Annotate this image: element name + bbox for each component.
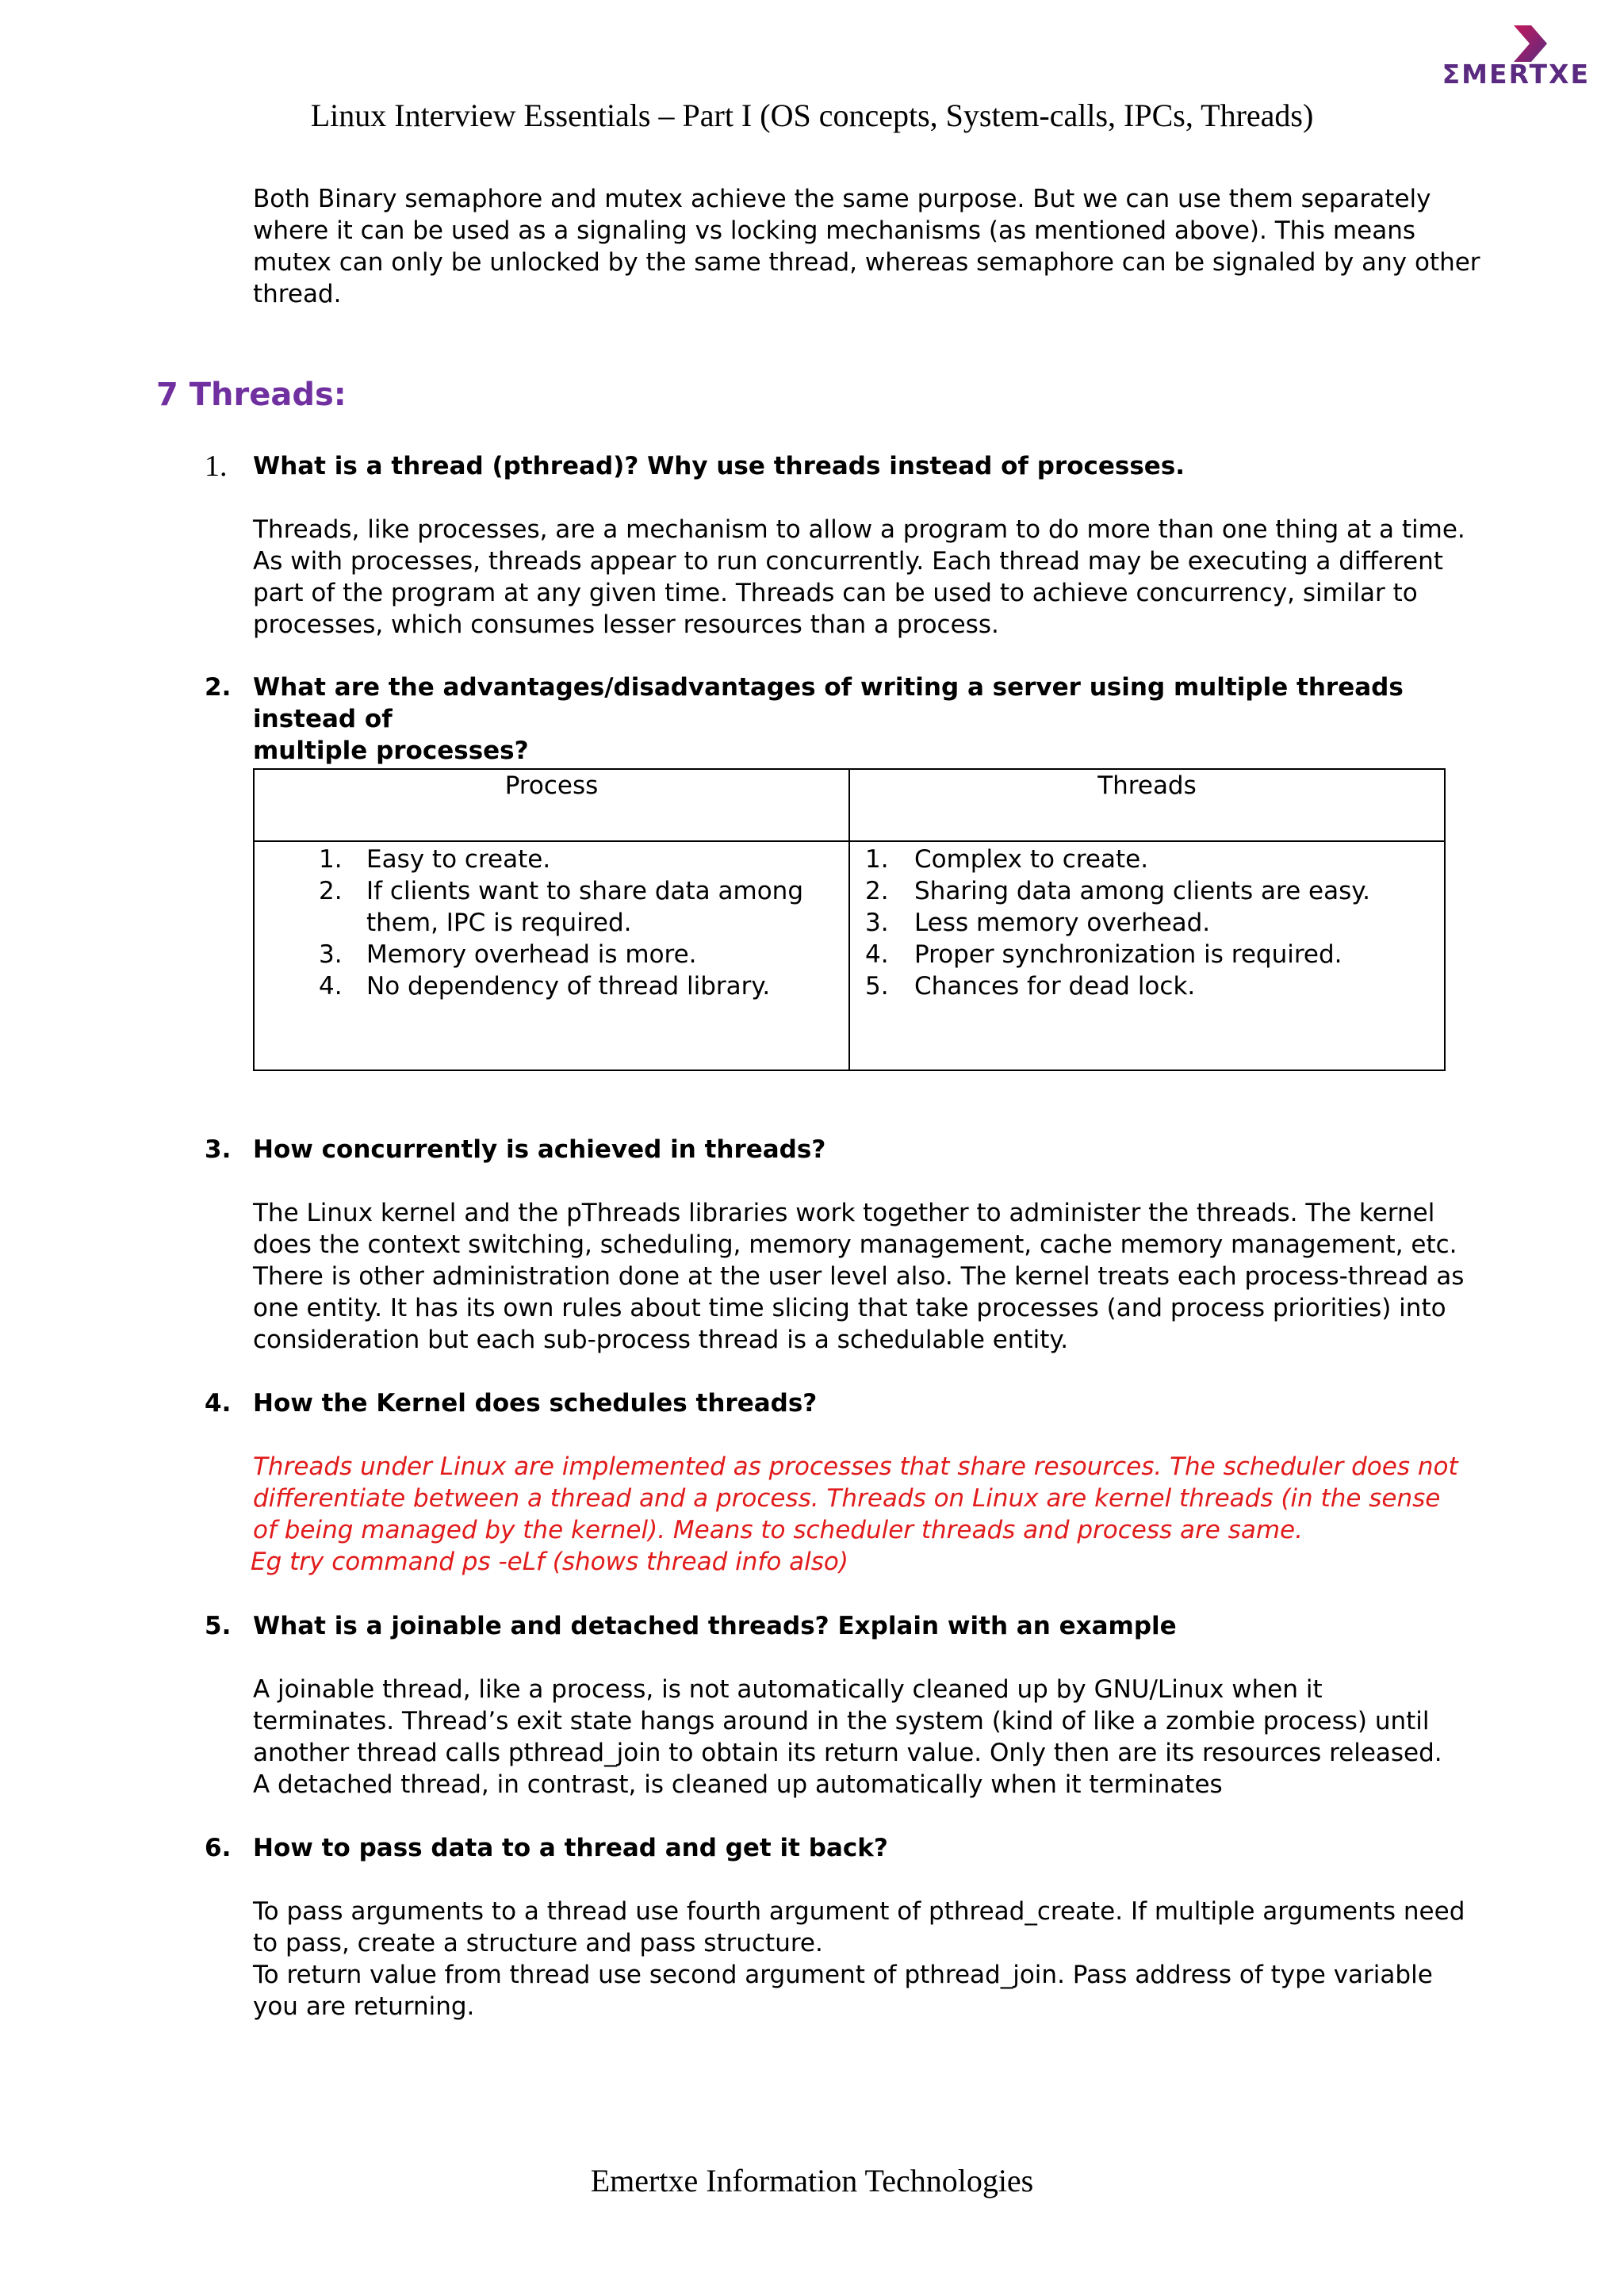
table-header-process: Process bbox=[254, 769, 849, 841]
text-line: where it can be used as a signaling vs locking mechanisms (as mentioned above). This means bbox=[253, 216, 1415, 245]
question-number: 5. bbox=[205, 1612, 232, 1640]
list-item: 1. Complex to create. bbox=[865, 845, 1149, 874]
question-4 bbox=[205, 1387, 1489, 1419]
question-6 bbox=[205, 1832, 1489, 1864]
answer-1 bbox=[253, 514, 1486, 641]
answer-5 bbox=[253, 1674, 1486, 1800]
question-5 bbox=[205, 1610, 1489, 1642]
text-line: As with processes, threads appear to run concurrently. Each thread may be executing a different bbox=[253, 547, 1443, 576]
question-2 bbox=[205, 672, 1489, 767]
threads-cell bbox=[849, 841, 1445, 1070]
question-number: 1. bbox=[205, 450, 228, 483]
text-line: one entity. It has its own rules about time slicing that take processes (and process priorities) into bbox=[253, 1294, 1446, 1322]
list-item: 4. No dependency of thread library. bbox=[319, 972, 771, 1001]
answer-4 bbox=[253, 1451, 1486, 1578]
question-title: What is a thread (pthread)? Why use threads instead of processes. bbox=[253, 452, 1185, 480]
text-line: part of the program at any given time. Threads can be used to achieve concurrency, similar to bbox=[253, 579, 1418, 607]
text-line: Both Binary semaphore and mutex achieve the same purpose. But we can use them separately bbox=[253, 185, 1431, 213]
text-line: Eg try command ps -eLf (shows thread info also) bbox=[251, 1548, 848, 1576]
text-line: A detached thread, in contrast, is cleaned up automatically when it terminates bbox=[253, 1770, 1223, 1799]
text-line: processes, which consumes lesser resources than a process. bbox=[253, 610, 999, 639]
text-line: terminates. Thread’s exit state hangs around in the system (kind of like a zombie process) until bbox=[253, 1707, 1430, 1735]
text-line: To pass arguments to a thread use fourth argument of pthread_create. If multiple arguments need bbox=[253, 1897, 1465, 1926]
text-line: of being managed by the kernel). Means to scheduler threads and process are same. bbox=[253, 1516, 1303, 1544]
text-line: The Linux kernel and the pThreads libraries work together to administer the threads. The kernel bbox=[253, 1199, 1435, 1227]
question-number: 6. bbox=[205, 1834, 232, 1862]
question-title: How the Kernel does schedules threads? bbox=[253, 1389, 818, 1418]
intro-paragraph bbox=[253, 183, 1486, 310]
chevron-logo-icon bbox=[1511, 24, 1550, 63]
text-line: To return value from thread use second argument of pthread_join. Pass address of type variable bbox=[253, 1961, 1433, 1989]
text-line: A joinable thread, like a process, is not automatically cleaned up by GNU/Linux when it bbox=[253, 1675, 1323, 1704]
question-number: 3. bbox=[205, 1135, 232, 1164]
text-line: consideration but each sub-process thread is a schedulable entity. bbox=[253, 1326, 1069, 1354]
list-item: 3. Memory overhead is more. bbox=[319, 940, 697, 969]
text-line: you are returning. bbox=[253, 1992, 475, 2021]
table-header-threads: Threads bbox=[849, 769, 1445, 841]
question-3 bbox=[205, 1134, 1489, 1165]
logo-wordmark: ΣMERTXE bbox=[1442, 59, 1590, 90]
text-line: Threads under Linux are implemented as processes that share resources. The scheduler does not bbox=[253, 1452, 1458, 1481]
section-heading: 7 Threads: bbox=[156, 377, 347, 413]
question-title-line: What are the advantages/disadvantages of writing a server using multiple threads instead of bbox=[253, 673, 1404, 733]
text-line: There is other administration done at the user level also. The kernel treats each process-thread as bbox=[253, 1262, 1465, 1291]
answer-3 bbox=[253, 1197, 1486, 1356]
list-item: 5. Chances for dead lock. bbox=[865, 972, 1196, 1001]
list-item: 3. Less memory overhead. bbox=[865, 909, 1211, 937]
text-line: another thread calls pthread_join to obtain its return value. Only then are its resources released. bbox=[253, 1739, 1442, 1767]
list-item: 4. Proper synchronization is required. bbox=[865, 940, 1342, 969]
page-footer: Emertxe Information Technologies bbox=[590, 2163, 1034, 2198]
list-item: 2. Sharing data among clients are easy. bbox=[865, 877, 1371, 905]
question-title: How to pass data to a thread and get it back? bbox=[253, 1834, 888, 1862]
question-number: 4. bbox=[205, 1389, 232, 1418]
text-line: mutex can only be unlocked by the same thread, whereas semaphore can be signaled by any other bbox=[253, 248, 1480, 277]
page-header: Linux Interview Essentials – Part I (OS concepts, System-calls, IPCs, Threads) bbox=[310, 98, 1314, 133]
question-1 bbox=[205, 450, 1489, 482]
question-title: What is a joinable and detached threads? Explain with an example bbox=[253, 1612, 1177, 1640]
question-number: 2. bbox=[205, 673, 232, 702]
list-item: 1. Easy to create. bbox=[319, 845, 551, 874]
comparison-table bbox=[253, 768, 1446, 1071]
text-line: differentiate between a thread and a process. Threads on Linux are kernel threads (in the sense bbox=[253, 1484, 1441, 1513]
text-line: Threads, like processes, are a mechanism to allow a program to do more than one thing at a time. bbox=[253, 515, 1465, 544]
text-line: to pass, create a structure and pass structure. bbox=[253, 1929, 823, 1957]
emertxe-logo bbox=[1442, 24, 1590, 90]
process-cell bbox=[254, 841, 849, 1070]
list-item: 2. If clients want to share data among them, IPC is required. bbox=[319, 877, 803, 937]
text-line: does the context switching, scheduling, memory management, cache memory management, etc. bbox=[253, 1230, 1457, 1259]
question-title: How concurrently is achieved in threads? bbox=[253, 1135, 826, 1164]
answer-6 bbox=[253, 1896, 1486, 2022]
text-line: thread. bbox=[253, 280, 342, 308]
question-title-line: multiple processes? bbox=[253, 737, 529, 765]
